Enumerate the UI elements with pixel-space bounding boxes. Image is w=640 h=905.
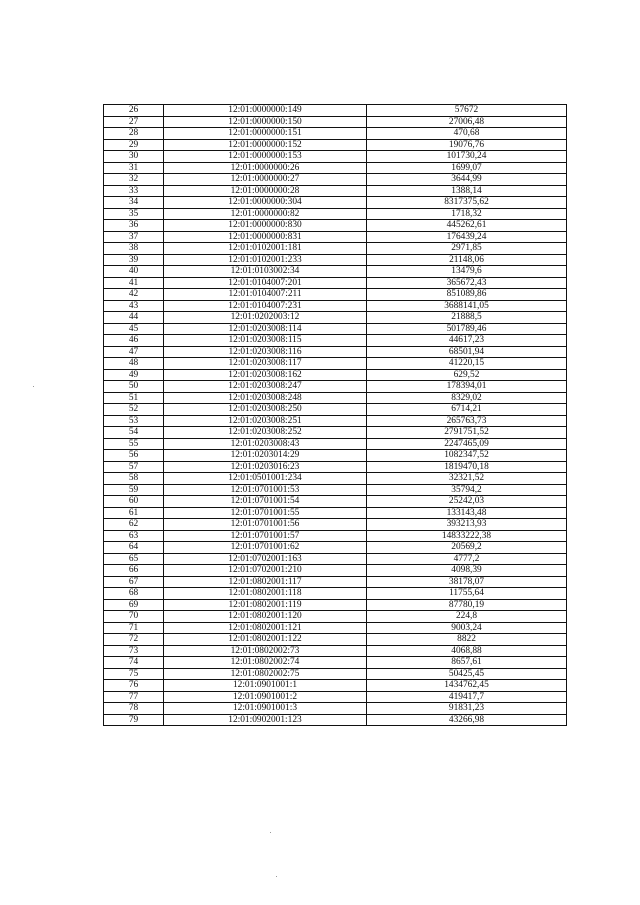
row-number-cell: 40 [104, 266, 164, 278]
cadastral-number-cell: 12:01:0203008:251 [164, 415, 367, 427]
value-cell: 8317375,62 [367, 197, 567, 209]
cadastral-number-cell: 12:01:0000000:304 [164, 197, 367, 209]
row-number-cell: 45 [104, 323, 164, 335]
value-cell: 1718,32 [367, 208, 567, 220]
row-number-cell: 62 [104, 519, 164, 531]
value-cell: 393213,93 [367, 519, 567, 531]
table-row [104, 668, 567, 680]
cadastral-number-cell: 12:01:0701001:54 [164, 496, 367, 508]
row-number-cell: 72 [104, 634, 164, 646]
cadastral-number-cell: 12:01:0104007:211 [164, 289, 367, 301]
table-row [104, 185, 567, 197]
table-row [104, 323, 567, 335]
value-cell: 44617,23 [367, 335, 567, 347]
value-cell: 1082347,52 [367, 450, 567, 462]
value-cell: 91831,23 [367, 703, 567, 715]
value-cell: 8329,02 [367, 392, 567, 404]
table-row [104, 714, 567, 726]
cadastral-number-cell: 12:01:0000000:28 [164, 185, 367, 197]
table-row [104, 208, 567, 220]
row-number-cell: 77 [104, 691, 164, 703]
table-row [104, 174, 567, 186]
value-cell: 133143,48 [367, 507, 567, 519]
row-number-cell: 48 [104, 358, 164, 370]
cadastral-number-cell: 12:01:0802001:120 [164, 611, 367, 623]
row-number-cell: 41 [104, 277, 164, 289]
cadastral-number-cell: 12:01:0802001:117 [164, 576, 367, 588]
row-number-cell: 65 [104, 553, 164, 565]
table-row [104, 530, 567, 542]
row-number-cell: 33 [104, 185, 164, 197]
row-number-cell: 60 [104, 496, 164, 508]
table-row [104, 645, 567, 657]
cadastral-number-cell: 12:01:0802001:119 [164, 599, 367, 611]
table-row [104, 369, 567, 381]
table-row [104, 139, 567, 151]
value-cell: 3688141,05 [367, 300, 567, 312]
row-number-cell: 61 [104, 507, 164, 519]
row-number-cell: 54 [104, 427, 164, 439]
value-cell: 11755,64 [367, 588, 567, 600]
cadastral-number-cell: 12:01:0701001:57 [164, 530, 367, 542]
cadastral-number-cell: 12:01:0203008:43 [164, 438, 367, 450]
value-cell: 57672 [367, 105, 567, 117]
row-number-cell: 50 [104, 381, 164, 393]
row-number-cell: 29 [104, 139, 164, 151]
table-row [104, 105, 567, 117]
cadastral-number-cell: 12:01:0203008:247 [164, 381, 367, 393]
row-number-cell: 70 [104, 611, 164, 623]
row-number-cell: 44 [104, 312, 164, 324]
table-row [104, 243, 567, 255]
value-cell: 224,8 [367, 611, 567, 623]
cadastral-number-cell: 12:01:0901001:2 [164, 691, 367, 703]
value-cell: 4068,88 [367, 645, 567, 657]
cadastral-number-cell: 12:01:0802002:74 [164, 657, 367, 669]
row-number-cell: 43 [104, 300, 164, 312]
cadastral-number-cell: 12:01:0000000:150 [164, 116, 367, 128]
value-cell: 35794,2 [367, 484, 567, 496]
cadastral-number-cell: 12:01:0000000:153 [164, 151, 367, 163]
value-cell: 4777,2 [367, 553, 567, 565]
row-number-cell: 39 [104, 254, 164, 266]
row-number-cell: 63 [104, 530, 164, 542]
value-cell: 32321,52 [367, 473, 567, 485]
cadastral-number-cell: 12:01:0901001:3 [164, 703, 367, 715]
row-number-cell: 79 [104, 714, 164, 726]
cadastral-number-cell: 12:01:0000000:27 [164, 174, 367, 186]
row-number-cell: 74 [104, 657, 164, 669]
value-cell: 419417,7 [367, 691, 567, 703]
table-row [104, 611, 567, 623]
table-row [104, 220, 567, 232]
row-number-cell: 38 [104, 243, 164, 255]
cadastral-number-cell: 12:01:0203016:23 [164, 461, 367, 473]
row-number-cell: 64 [104, 542, 164, 554]
row-number-cell: 68 [104, 588, 164, 600]
value-cell: 87780,19 [367, 599, 567, 611]
table-row [104, 254, 567, 266]
row-number-cell: 73 [104, 645, 164, 657]
value-cell: 8657,61 [367, 657, 567, 669]
row-number-cell: 58 [104, 473, 164, 485]
value-cell: 851089,86 [367, 289, 567, 301]
table-row [104, 507, 567, 519]
table-row [104, 404, 567, 416]
table-row [104, 680, 567, 692]
value-cell: 21888,5 [367, 312, 567, 324]
table-row [104, 392, 567, 404]
row-number-cell: 34 [104, 197, 164, 209]
table-body [104, 105, 567, 726]
table-row [104, 599, 567, 611]
cadastral-number-cell: 12:01:0203008:162 [164, 369, 367, 381]
row-number-cell: 69 [104, 599, 164, 611]
cadastral-number-cell: 12:01:0000000:830 [164, 220, 367, 232]
value-cell: 41220,15 [367, 358, 567, 370]
table-row [104, 381, 567, 393]
value-cell: 1434762,45 [367, 680, 567, 692]
cadastral-number-cell: 12:01:0000000:149 [164, 105, 367, 117]
value-cell: 50425,45 [367, 668, 567, 680]
table-row [104, 634, 567, 646]
cadastral-number-cell: 12:01:0203008:115 [164, 335, 367, 347]
cadastral-number-cell: 12:01:0802002:75 [164, 668, 367, 680]
table-row [104, 438, 567, 450]
cadastral-number-cell: 12:01:0901001:1 [164, 680, 367, 692]
row-number-cell: 27 [104, 116, 164, 128]
row-number-cell: 76 [104, 680, 164, 692]
cadastral-number-cell: 12:01:0701001:62 [164, 542, 367, 554]
cadastral-number-cell: 12:01:0802001:118 [164, 588, 367, 600]
table-row [104, 519, 567, 531]
table-row [104, 335, 567, 347]
row-number-cell: 47 [104, 346, 164, 358]
row-number-cell: 57 [104, 461, 164, 473]
row-number-cell: 26 [104, 105, 164, 117]
cadastral-number-cell: 12:01:0203014:29 [164, 450, 367, 462]
row-number-cell: 36 [104, 220, 164, 232]
cadastral-number-cell: 12:01:0501001:234 [164, 473, 367, 485]
row-number-cell: 31 [104, 162, 164, 174]
value-cell: 68501,94 [367, 346, 567, 358]
row-number-cell: 59 [104, 484, 164, 496]
table-row [104, 496, 567, 508]
table-row [104, 197, 567, 209]
cadastral-number-cell: 12:01:0104007:201 [164, 277, 367, 289]
cadastral-number-cell: 12:01:0701001:56 [164, 519, 367, 531]
table-row [104, 128, 567, 140]
value-cell: 1699,07 [367, 162, 567, 174]
table-row [104, 473, 567, 485]
cadastral-number-cell: 12:01:0701001:53 [164, 484, 367, 496]
cadastral-number-cell: 12:01:0103002:34 [164, 266, 367, 278]
row-number-cell: 42 [104, 289, 164, 301]
cadastral-number-cell: 12:01:0000000:152 [164, 139, 367, 151]
table-row [104, 657, 567, 669]
cadastral-number-cell: 12:01:0203008:248 [164, 392, 367, 404]
cadastral-number-cell: 12:01:0802002:73 [164, 645, 367, 657]
row-number-cell: 52 [104, 404, 164, 416]
value-cell: 176439,24 [367, 231, 567, 243]
cadastral-number-cell: 12:01:0702001:210 [164, 565, 367, 577]
row-number-cell: 35 [104, 208, 164, 220]
value-cell: 20569,2 [367, 542, 567, 554]
value-cell: 38178,07 [367, 576, 567, 588]
row-number-cell: 55 [104, 438, 164, 450]
cadastral-number-cell: 12:01:0203008:116 [164, 346, 367, 358]
table-row [104, 266, 567, 278]
table-row [104, 358, 567, 370]
value-cell: 14833222,38 [367, 530, 567, 542]
row-number-cell: 71 [104, 622, 164, 634]
scan-speck [276, 876, 277, 877]
table-row [104, 277, 567, 289]
row-number-cell: 66 [104, 565, 164, 577]
cadastral-number-cell: 12:01:0203008:117 [164, 358, 367, 370]
value-cell: 629,52 [367, 369, 567, 381]
row-number-cell: 67 [104, 576, 164, 588]
table-row [104, 553, 567, 565]
table-row [104, 415, 567, 427]
table-row [104, 588, 567, 600]
cadastral-number-cell: 12:01:0802001:121 [164, 622, 367, 634]
value-cell: 1388,14 [367, 185, 567, 197]
row-number-cell: 37 [104, 231, 164, 243]
row-number-cell: 78 [104, 703, 164, 715]
row-number-cell: 46 [104, 335, 164, 347]
table-row [104, 461, 567, 473]
cadastral-number-cell: 12:01:0000000:82 [164, 208, 367, 220]
cadastral-number-cell: 12:01:0701001:55 [164, 507, 367, 519]
row-number-cell: 56 [104, 450, 164, 462]
table-row [104, 450, 567, 462]
table-row [104, 703, 567, 715]
value-cell: 27006,48 [367, 116, 567, 128]
value-cell: 265763,73 [367, 415, 567, 427]
table-row [104, 427, 567, 439]
cadastral-number-cell: 12:01:0802001:122 [164, 634, 367, 646]
row-number-cell: 32 [104, 174, 164, 186]
table-row [104, 151, 567, 163]
value-cell: 4098,39 [367, 565, 567, 577]
table-row [104, 622, 567, 634]
value-cell: 2247465,09 [367, 438, 567, 450]
value-cell: 21148,06 [367, 254, 567, 266]
cadastral-number-cell: 12:01:0104007:231 [164, 300, 367, 312]
value-cell: 2791751,52 [367, 427, 567, 439]
cadastral-number-cell: 12:01:0102001:181 [164, 243, 367, 255]
value-cell: 445262,61 [367, 220, 567, 232]
scan-speck [270, 832, 271, 833]
value-cell: 470,68 [367, 128, 567, 140]
table-row [104, 231, 567, 243]
cadastral-number-cell: 12:01:0102001:233 [164, 254, 367, 266]
value-cell: 8822 [367, 634, 567, 646]
table-row [104, 346, 567, 358]
cadastral-number-cell: 12:01:0000000:151 [164, 128, 367, 140]
table-row [104, 300, 567, 312]
table-row [104, 565, 567, 577]
row-number-cell: 51 [104, 392, 164, 404]
value-cell: 501789,46 [367, 323, 567, 335]
scan-speck [33, 386, 34, 387]
value-cell: 25242,03 [367, 496, 567, 508]
value-cell: 101730,24 [367, 151, 567, 163]
table-row [104, 116, 567, 128]
table-row [104, 691, 567, 703]
table-row [104, 162, 567, 174]
row-number-cell: 28 [104, 128, 164, 140]
cadastral-number-cell: 12:01:0203008:114 [164, 323, 367, 335]
cadastral-number-cell: 12:01:0202003:12 [164, 312, 367, 324]
value-cell: 178394,01 [367, 381, 567, 393]
table-row [104, 289, 567, 301]
row-number-cell: 49 [104, 369, 164, 381]
value-cell: 13479,6 [367, 266, 567, 278]
cadastral-number-cell: 12:01:0702001:163 [164, 553, 367, 565]
table-row [104, 542, 567, 554]
row-number-cell: 53 [104, 415, 164, 427]
value-cell: 365672,43 [367, 277, 567, 289]
value-cell: 1819470,18 [367, 461, 567, 473]
cadastral-number-cell: 12:01:0203008:252 [164, 427, 367, 439]
cadastral-number-cell: 12:01:0203008:250 [164, 404, 367, 416]
row-number-cell: 75 [104, 668, 164, 680]
value-cell: 43266,98 [367, 714, 567, 726]
row-number-cell: 30 [104, 151, 164, 163]
cadastral-value-table [103, 104, 567, 726]
value-cell: 9003,24 [367, 622, 567, 634]
cadastral-number-cell: 12:01:0902001:123 [164, 714, 367, 726]
table-row [104, 576, 567, 588]
value-cell: 2971,85 [367, 243, 567, 255]
value-cell: 19076,76 [367, 139, 567, 151]
value-cell: 3644,99 [367, 174, 567, 186]
table-row [104, 484, 567, 496]
cadastral-number-cell: 12:01:0000000:831 [164, 231, 367, 243]
value-cell: 6714,21 [367, 404, 567, 416]
table-row [104, 312, 567, 324]
cadastral-number-cell: 12:01:0000000:26 [164, 162, 367, 174]
